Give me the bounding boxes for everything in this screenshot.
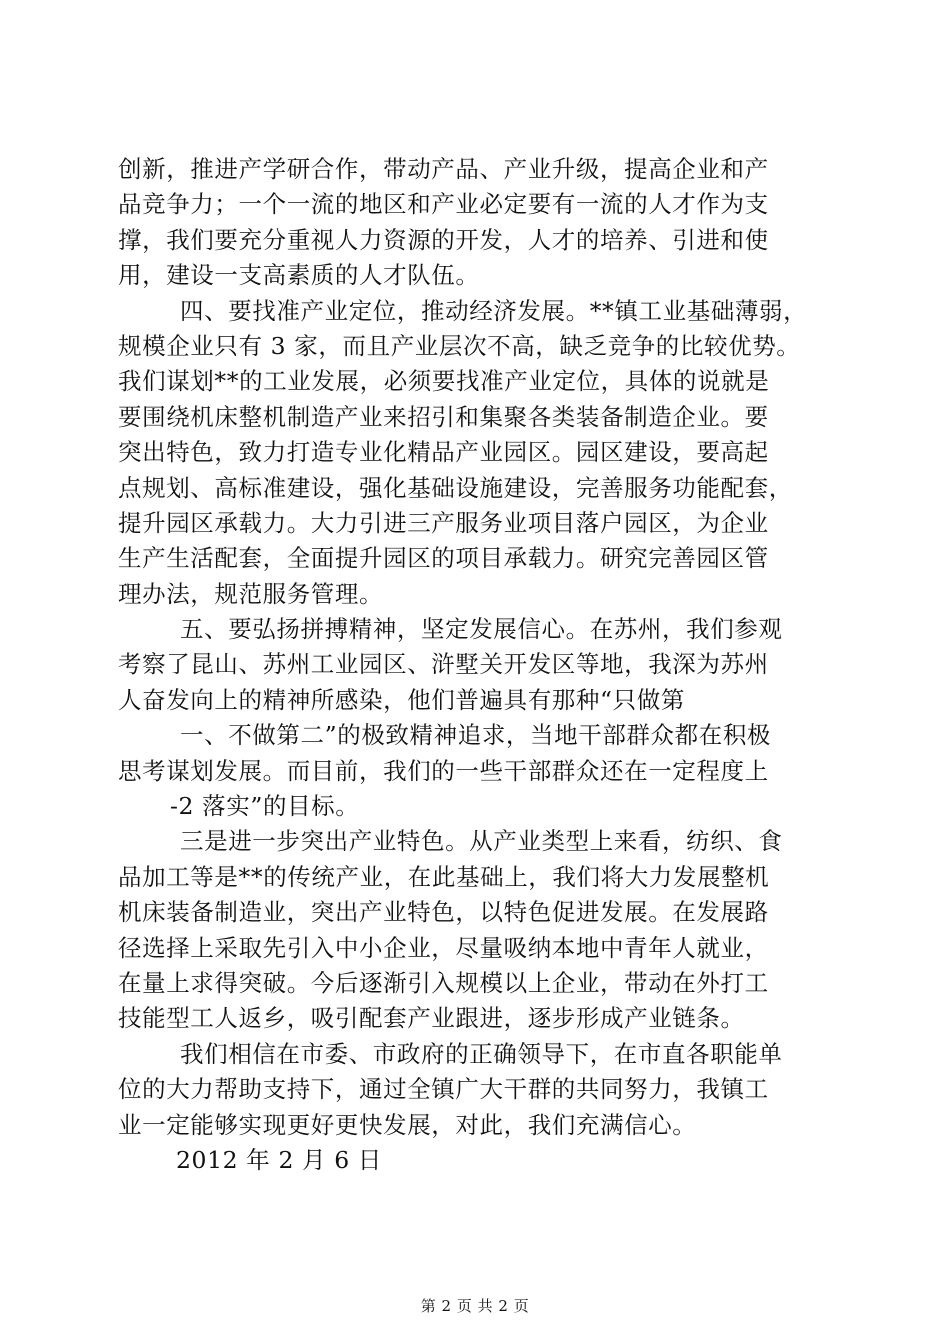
- text-line: 我们谋划**的工业发展，必须要找准产业定位，具体的说就是: [118, 367, 770, 396]
- text-line: 人奋发向上的精神所感染，他们普遍具有那种“只做第: [118, 685, 685, 714]
- text-line: 考察了昆山、苏州工业园区、浒墅关开发区等地，我深为苏州: [118, 650, 769, 679]
- paragraph-start-line: 三是进一步突出产业特色。从产业类型上来看，纺织、食: [180, 827, 783, 856]
- paragraph-start-line: 五、要弘扬拼搏精神，坚定发展信心。在苏州，我们参观: [180, 615, 783, 644]
- paragraph-start-line: 一、不做第二”的极致精神追求，当地干部群众都在积极: [180, 721, 772, 750]
- text-line: 位的大力帮助支持下，通过全镇广大干群的共同努力，我镇工: [118, 1075, 769, 1104]
- text-line: 点规划、高标准建设，强化基础设施建设，完善服务功能配套，: [118, 473, 793, 502]
- text-line: 径选择上采取先引入中小企业，尽量吸纳本地中青年人就业，: [118, 933, 769, 962]
- document-date: 2012 年 2 月 6 日: [176, 1145, 382, 1174]
- text-line: 撑，我们要充分重视人力资源的开发，人才的培养、引进和使: [118, 225, 769, 254]
- text-line: 提升园区承载力。大力引进三产服务业项目落户园区，为企业: [118, 508, 769, 537]
- text-line: 品竞争力；一个一流的地区和产业必定要有一流的人才作为支: [118, 190, 769, 219]
- paragraph-start-line: -2 落实”的目标。: [170, 792, 360, 821]
- text-line: 要围绕机床整机制造产业来招引和集聚各类装备制造企业。要: [118, 402, 769, 431]
- text-line: 规模企业只有 3 家，而且产业层次不高，缺乏竞争的比较优势。: [118, 331, 801, 360]
- text-line: 突出特色，致力打造专业化精品产业园区。园区建设，要高起: [118, 438, 769, 467]
- text-line: 思考谋划发展。而目前，我们的一些干部群众还在一定程度上: [118, 756, 769, 785]
- text-line: 理办法，规范服务管理。: [118, 579, 384, 608]
- text-line: 机床装备制造业，突出产业特色，以特色促进发展。在发展路: [118, 898, 769, 927]
- text-line: 品加工等是**的传统产业，在此基础上，我们将大力发展整机: [118, 862, 770, 891]
- text-line: 技能型工人返乡，吸引配套产业跟进，逐步形成产业链条。: [118, 1004, 745, 1033]
- paragraph-start-line: 我们相信在市委、市政府的正确领导下，在市直各职能单: [180, 1039, 783, 1068]
- paragraph-start-line: 四、要找准产业定位，推动经济发展。**镇工业基础薄弱，: [180, 296, 808, 325]
- text-line: 业一定能够实现更好更快发展，对此，我们充满信心。: [118, 1110, 697, 1139]
- text-line: 用，建设一支高素质的人才队伍。: [118, 261, 480, 290]
- text-line: 创新，推进产学研合作，带动产品、产业升级，提高企业和产: [118, 155, 769, 183]
- text-line: 在量上求得突破。今后逐渐引入规模以上企业，带动在外打工: [118, 968, 769, 997]
- text-line: 生产生活配套，全面提升园区的项目承载力。研究完善园区管: [118, 544, 769, 573]
- document-body: [118, 152, 846, 1178]
- page-number-footer: 第 2 页 共 2 页: [420, 1297, 530, 1315]
